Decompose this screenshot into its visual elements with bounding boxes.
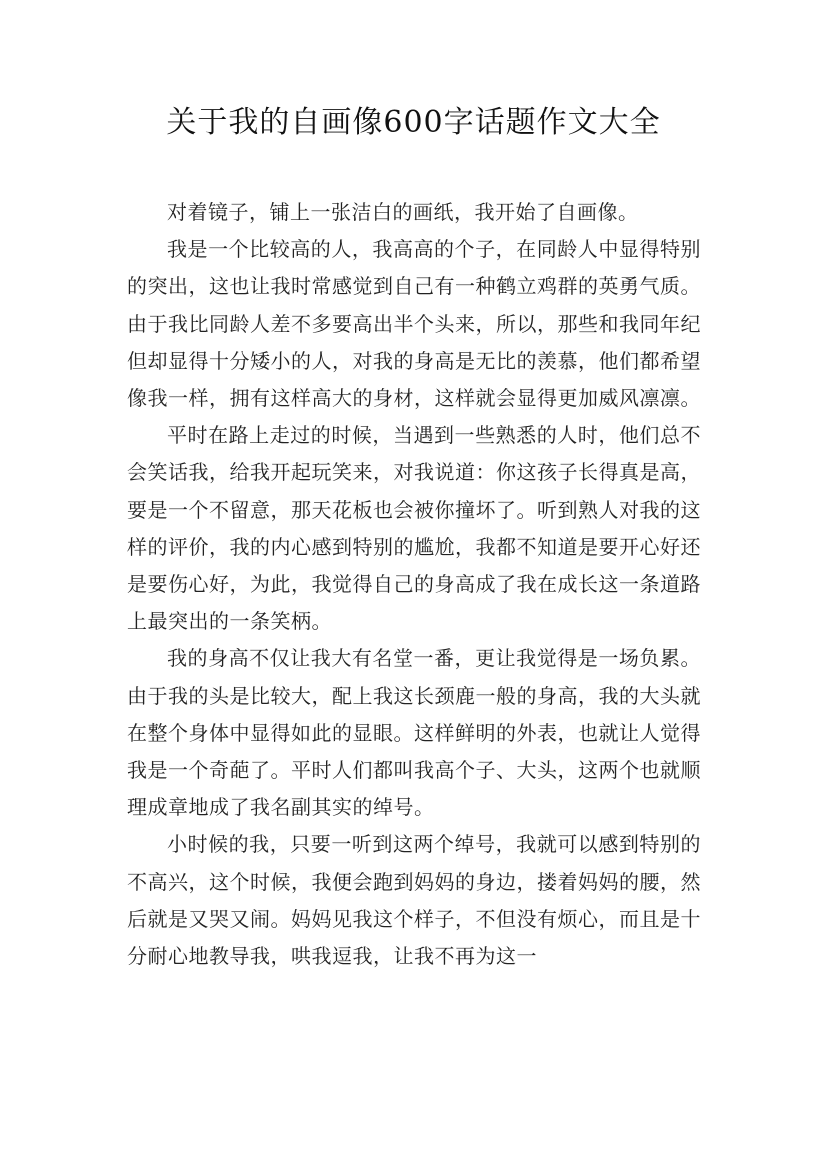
- paragraph-3: 平时在路上走过的时候，当遇到一些熟悉的人时，他们总不会笑话我，给我开起玩笑来，对我说道：你这孩子长得真是高，要是一个不留意，那天花板也会被你撞坏了。听到熟人对我的这样的评价，我的内心感到特别的尴尬，我都不知道是要开心好还是要伤心好，为此，我觉得自己的身高成了我在成长这一条道路上最突出的一条笑柄。: [127, 423, 701, 634]
- paragraph-2: 我是一个比较高的人，我高高的个子，在同龄人中显得特别的突出，这也让我时常感觉到自己有一种鹤立鸡群的英勇气质。由于我比同龄人差不多要高出半个头来，所以，那些和我同年纪但却显得十分矮小的人，对我的身高是无比的羡慕，他们都希望像我一样，拥有这样高大的身材，这样就会显得更加威风凛凛。: [127, 237, 701, 411]
- document-title: 关于我的自画像600字话题作文大全: [166, 105, 661, 140]
- paragraph-1: 对着镜子，铺上一张洁白的画纸，我开始了自画像。: [167, 200, 639, 224]
- document-body: [127, 194, 701, 975]
- paragraph-4: 我的身高不仅让我大有名堂一番，更让我觉得是一场负累。由于我的头是比较大，配上我这长颈鹿一般的身高，我的大头就在整个身体中显得如此的显眼。这样鲜明的外表，也就让人觉得我是一个奇葩了。平时人们都叫我高个子、大头，这两个也就顺理成章地成了我名副其实的绰号。: [127, 646, 701, 820]
- paragraph-5: 小时候的我，只要一听到这两个绰号，我就可以感到特别的不高兴，这个时候，我便会跑到妈妈的身边，搂着妈妈的腰，然后就是又哭又闹。妈妈见我这个样子，不但没有烦心，而且是十分耐心地教导我，哄我逗我，让我不再为这一: [127, 832, 701, 969]
